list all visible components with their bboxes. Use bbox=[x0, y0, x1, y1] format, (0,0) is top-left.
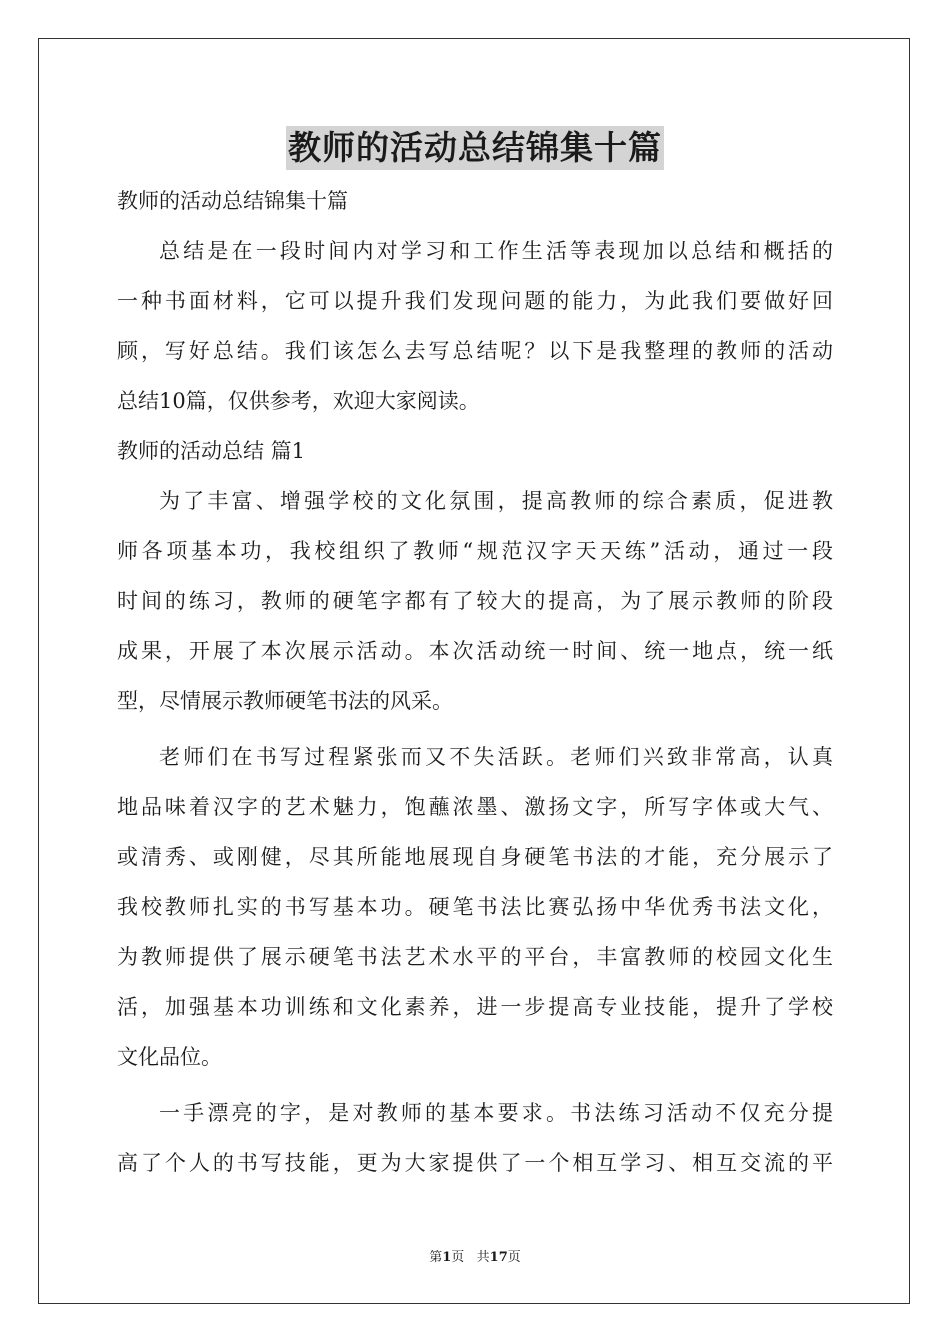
text-line: 为了丰富、增强学校的文化氛围，提高教师的综合素质，促进教 bbox=[159, 489, 833, 513]
text-line: 时间的练习，教师的硬笔字都有了较大的提高，为了展示教师的阶段 bbox=[117, 589, 833, 613]
section-heading: 教师的活动总结 篇1 bbox=[117, 439, 306, 463]
page-prefix: 第 bbox=[429, 1250, 443, 1265]
document-body bbox=[117, 176, 833, 1194]
text-line: 一手漂亮的字，是对教师的基本要求。书法练习活动不仅充分提 bbox=[159, 1101, 833, 1125]
text-line: 高了个人的书写技能，更为大家提供了一个相互学习、相互交流的平 bbox=[117, 1151, 833, 1175]
text-line: 师各项基本功，我校组织了教师“规范汉字天天练”活动，通过一段 bbox=[117, 539, 833, 563]
document-subtitle: 教师的活动总结锦集十篇 bbox=[117, 189, 348, 213]
body-paragraph-1 bbox=[117, 476, 833, 726]
page-current-number: 1 bbox=[442, 1250, 452, 1265]
page-footer bbox=[0, 1246, 950, 1265]
body-paragraph-3 bbox=[117, 1088, 833, 1188]
text-line: 文化品位。 bbox=[117, 1045, 222, 1069]
text-line: 地品味着汉字的艺术魅力，饱蘸浓墨、激扬文字，所写字体或大气、 bbox=[117, 795, 833, 819]
text-line: 顾，写好总结。我们该怎么去写总结呢？以下是我整理的教师的活动 bbox=[117, 339, 833, 363]
text-line: 一种书面材料，它可以提升我们发现问题的能力，为此我们要做好回 bbox=[117, 289, 833, 313]
text-line: 型，尽情展示教师硬笔书法的风采。 bbox=[117, 689, 453, 713]
text-line: 老师们在书写过程紧张而又不失活跃。老师们兴致非常高，认真 bbox=[159, 745, 833, 769]
document-title: 教师的活动总结锦集十篇 bbox=[286, 126, 664, 170]
title-container bbox=[0, 126, 950, 170]
text-line: 活，加强基本功训练和文化素养，进一步提高专业技能，提升了学校 bbox=[117, 995, 833, 1019]
text-line: 总结是在一段时间内对学习和工作生活等表现加以总结和概括的 bbox=[159, 239, 833, 263]
page-total-number: 17 bbox=[489, 1250, 508, 1265]
text-line: 为教师提供了展示硬笔书法艺术水平的平台，丰富教师的校园文化生 bbox=[117, 945, 833, 969]
body-paragraph-2 bbox=[117, 732, 833, 1082]
text-line: 成果，开展了本次展示活动。本次活动统一时间、统一地点，统一纸 bbox=[117, 639, 833, 663]
page-suffix: 页 bbox=[507, 1250, 521, 1265]
text-line: 或清秀、或刚健，尽其所能地展现自身硬笔书法的才能，充分展示了 bbox=[117, 845, 833, 869]
text-line: 我校教师扎实的书写基本功。硬笔书法比赛弘扬中华优秀书法文化， bbox=[117, 895, 833, 919]
intro-paragraph bbox=[117, 226, 833, 426]
page-mid-text: 页 共 bbox=[451, 1250, 490, 1265]
text-line: 总结10篇，仅供参考，欢迎大家阅读。 bbox=[117, 389, 480, 413]
